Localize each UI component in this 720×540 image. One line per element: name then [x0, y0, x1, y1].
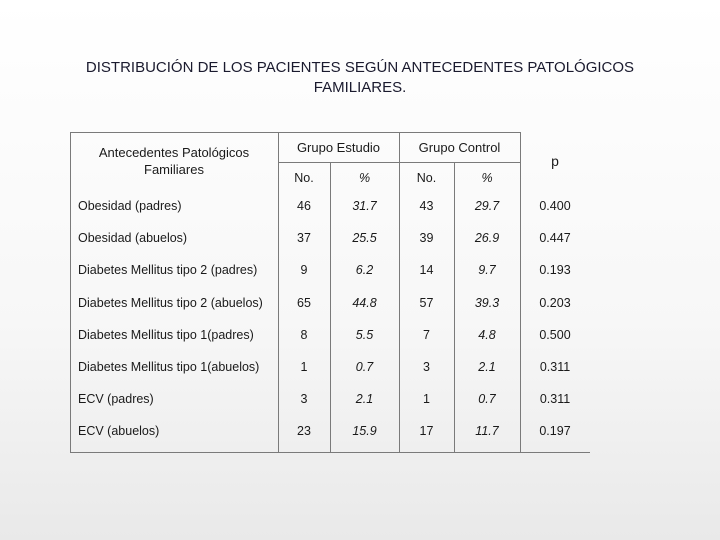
cell-ctl-pct: 2.1	[478, 360, 496, 374]
header-ctl-no: No.	[416, 171, 437, 185]
cell-est-pct: 25.5	[352, 231, 377, 246]
cell-est-no: 8	[300, 327, 308, 342]
header-grupo-control: Grupo Control	[418, 140, 501, 155]
cell-est-no: 65	[297, 295, 311, 310]
cell-p: 0.203	[539, 295, 571, 310]
header-antecedentes-line2: Familiares	[144, 162, 204, 177]
cell-est-pct: 5.5	[355, 327, 374, 342]
cell-est-no: 37	[297, 231, 311, 246]
header-grupo-estudio: Grupo Estudio	[296, 140, 381, 155]
cell-ctl-pct: 26.9	[474, 231, 500, 246]
cell-est-pct: 31.7	[352, 199, 377, 213]
cell-p: 0.500	[539, 327, 571, 342]
header-est-no: No.	[294, 171, 314, 185]
cell-ctl-pct: 11.7	[475, 424, 499, 439]
cell-est-no: 46	[297, 199, 311, 213]
cell-p: 0.311	[539, 360, 571, 374]
title-line-1: DISTRIBUCIÓN DE LOS PACIENTES SEGÚN ANTECEDENTES PATOLÓGICOS	[85, 59, 635, 76]
cell-est-no: 1	[300, 360, 308, 374]
cell-est-pct: 44.8	[352, 295, 377, 310]
page-title	[40, 58, 680, 98]
header-antecedentes	[70, 144, 278, 178]
cell-p: 0.447	[539, 231, 571, 246]
cell-est-pct: 0.7	[355, 360, 374, 374]
table-divider	[70, 452, 590, 453]
title-line-2: FAMILIARES.	[313, 79, 407, 96]
row-label: Diabetes Mellitus tipo 1(abuelos)	[78, 360, 260, 374]
cell-ctl-no: 1	[423, 392, 430, 407]
cell-ctl-pct: 9.7	[478, 263, 496, 278]
header-ctl-pct: %	[481, 171, 493, 185]
cell-est-no: 3	[300, 392, 308, 407]
cell-ctl-no: 3	[423, 360, 430, 374]
cell-est-no: 23	[297, 424, 311, 439]
cell-ctl-no: 57	[419, 295, 434, 310]
cell-ctl-pct: 4.8	[478, 327, 496, 342]
row-label: ECV (abuelos)	[78, 424, 160, 439]
cell-p: 0.400	[539, 199, 571, 213]
row-label: Obesidad (padres)	[78, 199, 182, 213]
row-label: Obesidad (abuelos)	[78, 231, 188, 246]
header-antecedentes-line1: Antecedentes Patológicos	[98, 145, 250, 160]
cell-p: 0.197	[539, 424, 571, 439]
cell-ctl-pct: 39.3	[474, 295, 500, 310]
cell-est-pct: 15.9	[352, 424, 377, 439]
row-label: ECV (padres)	[78, 392, 154, 407]
data-table	[70, 132, 590, 452]
cell-ctl-no: 43	[419, 199, 434, 213]
table-border	[70, 132, 520, 133]
cell-est-pct: 6.2	[355, 263, 374, 278]
cell-ctl-no: 39	[419, 231, 434, 246]
cell-p: 0.311	[539, 392, 571, 407]
table-border	[70, 132, 71, 452]
row-label: Diabetes Mellitus tipo 1(padres)	[78, 327, 254, 342]
cell-ctl-pct: 0.7	[478, 392, 496, 407]
table-divider	[278, 162, 520, 163]
row-label: Diabetes Mellitus tipo 2 (abuelos)	[78, 295, 263, 310]
cell-ctl-no: 14	[419, 263, 434, 278]
header-est-pct: %	[358, 171, 371, 185]
header-p: p	[551, 153, 559, 169]
cell-est-pct: 2.1	[355, 392, 374, 407]
row-label: Diabetes Mellitus tipo 2 (padres)	[78, 263, 258, 278]
cell-ctl-no: 7	[423, 327, 430, 342]
cell-est-no: 9	[300, 263, 308, 278]
cell-p: 0.193	[539, 263, 571, 278]
cell-ctl-no: 17	[419, 424, 434, 439]
cell-ctl-pct: 29.7	[474, 199, 500, 213]
